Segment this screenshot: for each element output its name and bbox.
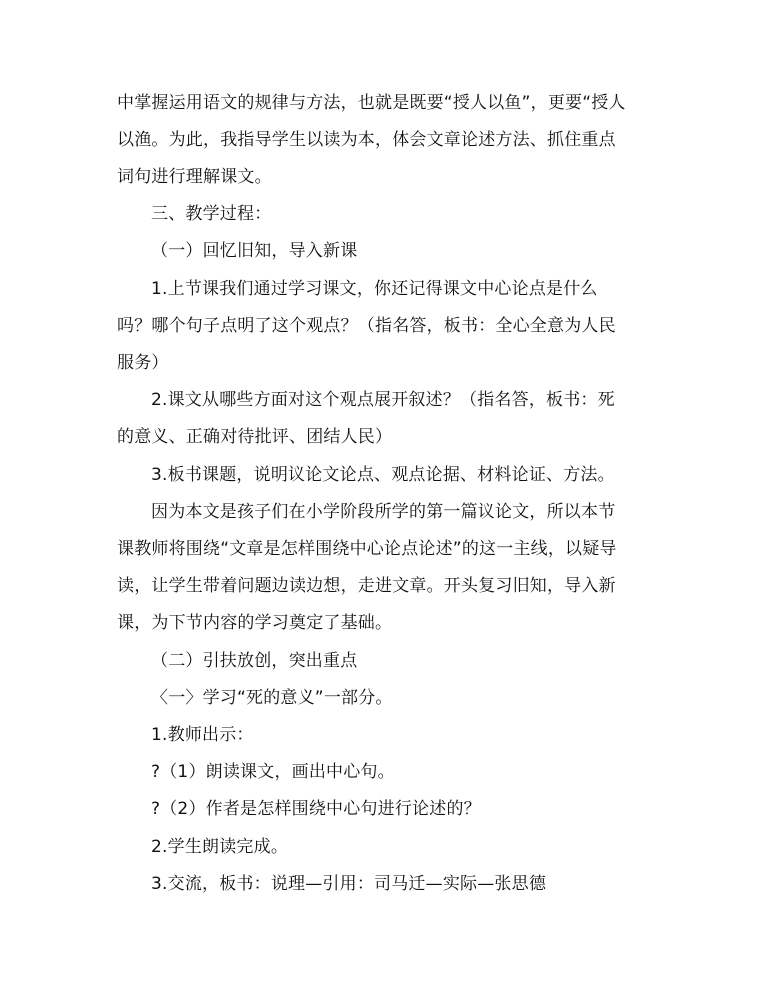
text-line-14: 读，让学生带着问题边读边想，走进文章。开头复习旧知，导入新 bbox=[117, 576, 616, 596]
text-line-11: 3.板书课题，说明议论文论点、观点论据、材料论证、方法。 bbox=[151, 465, 615, 485]
subsection-heading-1: （一）回忆旧知，导入新课 bbox=[151, 241, 358, 261]
text-line-1: 中掌握运用语文的规律与方法，也就是既要“授人以鱼”，更要“授人 bbox=[117, 93, 626, 113]
text-line-17: 〈一〉学习“死的意义”一部分。 bbox=[151, 688, 393, 708]
text-line-8: 服务） bbox=[117, 353, 169, 373]
text-line-2: 以渔。为此，我指导学生以读为本，体会文章论述方法、抓住重点 bbox=[117, 130, 616, 150]
text-line-12: 因为本文是孩子们在小学阶段所学的第一篇议论文，所以本节 bbox=[151, 502, 616, 522]
text-line-20: ?（2）作者是怎样围绕中心句进行论述的？ bbox=[151, 799, 481, 819]
text-line-19: ?（1）朗读课文，画出中心句。 bbox=[151, 762, 395, 782]
text-line-10: 的意义、正确对待批评、团结人民） bbox=[117, 427, 393, 447]
text-line-21: 2.学生朗读完成。 bbox=[151, 837, 289, 857]
text-line-9: 2.课文从哪些方面对这个观点展开叙述？（指名答，板书：死 bbox=[151, 390, 615, 410]
text-line-18: 1.教师出示： bbox=[151, 725, 254, 745]
text-line-13: 课教师将围绕“文章是怎样围绕中心论点论述”的这一主线，以疑导 bbox=[117, 539, 617, 559]
subsection-heading-2: （二）引扶放创，突出重点 bbox=[151, 651, 358, 671]
text-line-3: 词句进行理解课文。 bbox=[117, 167, 272, 187]
section-heading-teaching-process: 三、教学过程： bbox=[151, 204, 272, 224]
text-line-15: 课，为下节内容的学习奠定了基础。 bbox=[117, 613, 393, 633]
text-line-6: 1.上节课我们通过学习课文，你还记得课文中心论点是什么 bbox=[151, 279, 598, 299]
text-line-7: 吗？哪个句子点明了这个观点？（指名答，板书：全心全意为人民 bbox=[117, 316, 616, 336]
text-line-22: 3.交流，板书：说理—引用：司马迁—实际—张思德 bbox=[151, 874, 547, 894]
